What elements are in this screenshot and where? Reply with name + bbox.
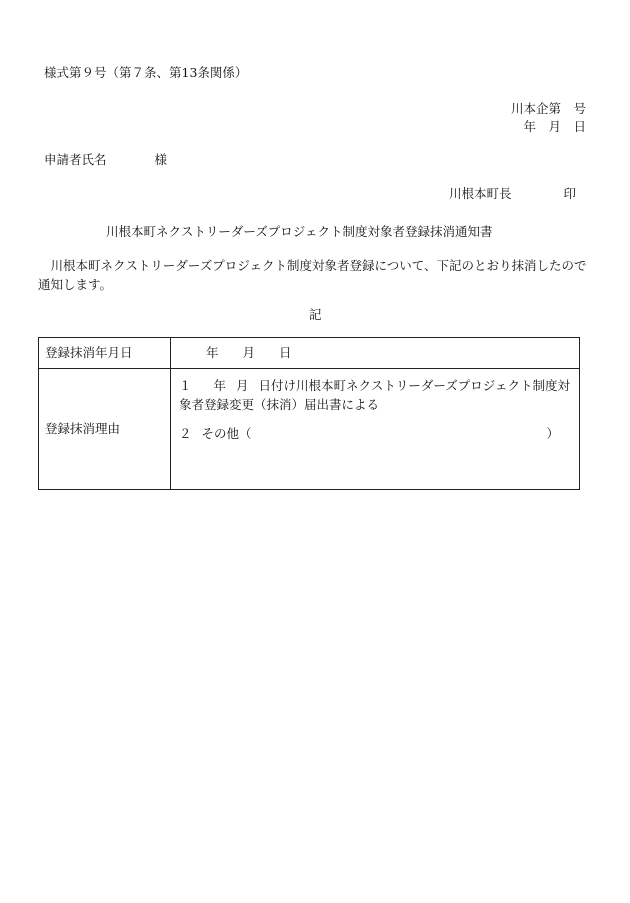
document-date: 年 月 日 <box>523 119 586 135</box>
applicant-line <box>44 151 167 169</box>
date-day: 日 <box>279 344 292 360</box>
applicant-name-label: 申請者氏名 <box>44 152 107 167</box>
form-number: 様式第９号（第７条、第13条関係） <box>44 65 248 80</box>
document-number-block <box>511 100 586 136</box>
issuer-line <box>449 185 576 203</box>
body-text: 川根本町ネクストリーダーズプロジェクト制度対象者登録について、下記のとおり抹消したので通知します。 <box>38 258 587 292</box>
reason-item-1-text: 日付け川根本町ネクストリーダーズプロジェクト制度対象者登録変更（抹消）届出書による <box>179 378 571 412</box>
deregistration-reason-value <box>171 369 580 490</box>
table-row <box>39 338 580 369</box>
date-year: 年 <box>206 344 219 360</box>
deregistration-reason-label: 登録抹消理由 <box>39 369 171 490</box>
ki-label: 記 <box>309 307 322 322</box>
table-row <box>39 369 580 490</box>
reason-item-2-number: ２ <box>179 425 192 441</box>
date-month: 月 <box>242 344 256 360</box>
reason-item-2-text: その他（ <box>201 425 252 441</box>
reason-item-1-number: １ <box>179 378 192 393</box>
reason-item-2 <box>179 425 573 443</box>
document-number: 川本企第 号 <box>510 101 586 116</box>
deregistration-date-value <box>171 338 580 369</box>
reason-item-2-close: ） <box>546 425 559 441</box>
issuer-name: 川根本町長 <box>448 186 512 201</box>
record-table <box>38 337 580 490</box>
seal-mark: 印 <box>563 186 576 201</box>
document-title: 川根本町ネクストリーダーズプロジェクト制度対象者登録抹消通知書 <box>106 224 493 239</box>
reason-item-1-month: 月 <box>236 378 249 393</box>
applicant-honorific: 様 <box>154 152 168 167</box>
deregistration-date-label: 登録抹消年月日 <box>39 338 171 369</box>
reason-item-1 <box>179 377 573 415</box>
reason-item-1-year: 年 <box>213 378 227 393</box>
